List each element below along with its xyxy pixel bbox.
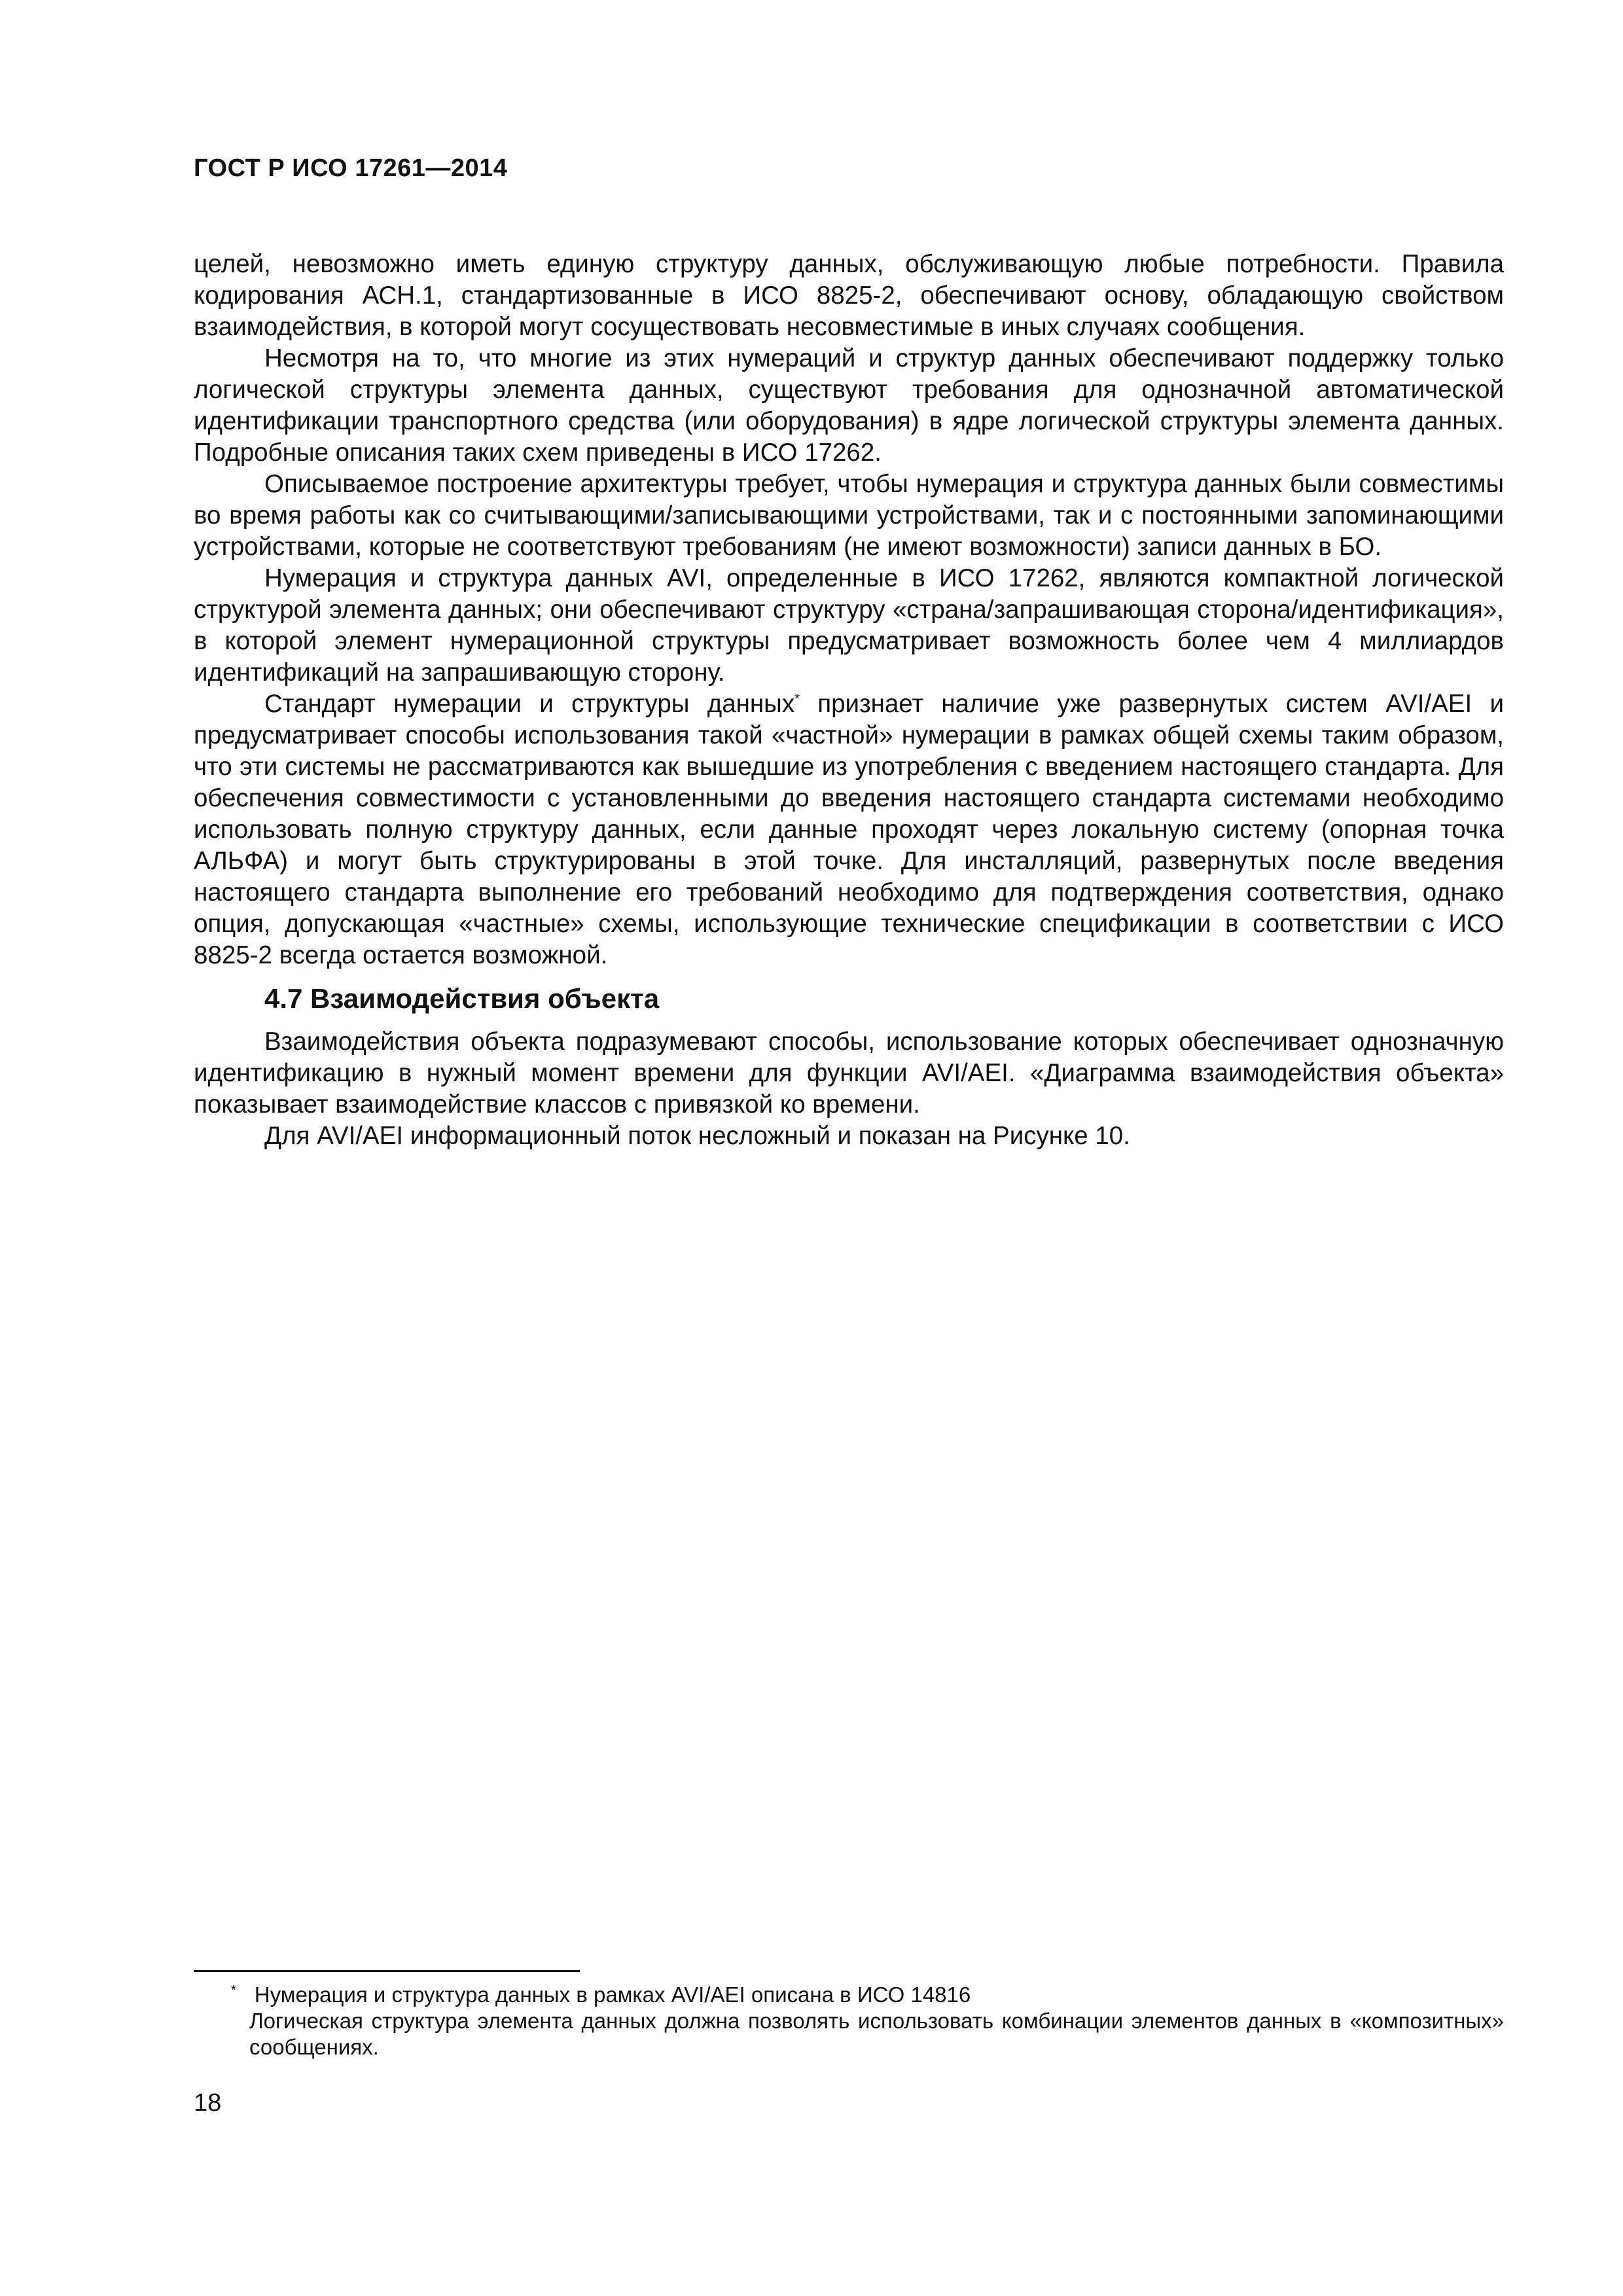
footnote-1 <box>194 1982 1504 2008</box>
section-heading: 4.7 Взаимодействия объекта <box>264 983 660 1014</box>
paragraph-5-rest: признает наличие уже развернутых систем AVI/AEI и предусматривает способы использования такой «частной» нумерации в рамках общей схемы таким образом, что эти системы не рассматриваются как вышедшие из употребления с введением настоящего стандарта. Для обеспечения совместимости с установленными до введения настоящего стандарта системами необходимо использовать полную структуру данных, если данные проходят через локальную систему (опорная точка АЛЬФА) и могут быть структурированы в этой точке. Для инсталляций, развернутых после введения настоящего стандарта выполнение его требований необходимо для подтверждения соответствия, однако опция, допускающая «частные» схемы, использующие технические спецификации в соответствии с ИСО 8825-2 всегда остается возможной. <box>194 690 1504 969</box>
paragraph-3: Описываемое построение архитектуры требует, чтобы нумерация и структура данных были совместимы во время работы как со считывающими/записывающими устройствами, так и с постоянными запоминающими устройствами, которые не соответствуют требованиям (не имеют возможности) записи данных в БО. <box>194 470 1504 561</box>
paragraph-5-start: Стандарт нумерации и структуры данных <box>264 690 795 718</box>
footnotes <box>194 1982 1504 2060</box>
paragraph-2: Несмотря на то, что многие из этих нумераций и структур данных обеспечивают поддержку только логической структуры элемента данных, существуют требования для однозначной автоматической идентификации транспортного средства (или оборудования) в ядре логической структуры элемента данных. Подробные описания таких схем приведены в ИСО 17262. <box>194 344 1504 467</box>
footnote-divider <box>194 1970 580 1972</box>
paragraph-7: Для AVI/AEI информационный поток несложный и показан на Рисунке 10. <box>264 1122 1130 1150</box>
paragraph-6: Взаимодействия объекта подразумевают способы, использование которых обеспечивает однозначную идентификацию в нужный момент времени для функции AVI/AEI. «Диаграмма взаимодействия объекта» показывает взаимодействие классов с привязкой ко времени. <box>194 1028 1504 1119</box>
body-text <box>194 249 1504 1152</box>
footnote-mark: * <box>231 1983 236 1998</box>
footnote-2: Логическая структура элемента данных должна позволять использовать комбинации элементов данных в «композитных» сообщениях. <box>249 2009 1504 2059</box>
paragraph-5 <box>194 689 1504 971</box>
paragraph-1: целей, невозможно иметь единую структуру данных, обслуживающую любые потребности. Правила кодирования АСН.1, стандартизованные в ИСО 8825-2, обеспечивают основу, обладающую свойством взаимодействия, в которой могут сосуществовать несовместимые в иных случаях сообщения. <box>194 250 1504 341</box>
paragraph-4: Нумерация и структура данных AVI, определенные в ИСО 17262, являются компактной логической структурой элемента данных; они обеспечивают структуру «страна/запрашивающая сторона/идентификация», в которой элемент нумерационной структуры предусматривает возможность более чем 4 миллиардов идентификаций на запрашивающую сторону. <box>194 564 1504 687</box>
footnote-1-text: Нумерация и структура данных в рамках AVI/AEI описана в ИСО 14816 <box>254 1982 971 2007</box>
footnote-reference-mark[interactable]: * <box>794 692 800 707</box>
document-header: ГОСТ Р ИСО 17261—2014 <box>194 154 508 182</box>
page-number: 18 <box>194 2089 222 2117</box>
